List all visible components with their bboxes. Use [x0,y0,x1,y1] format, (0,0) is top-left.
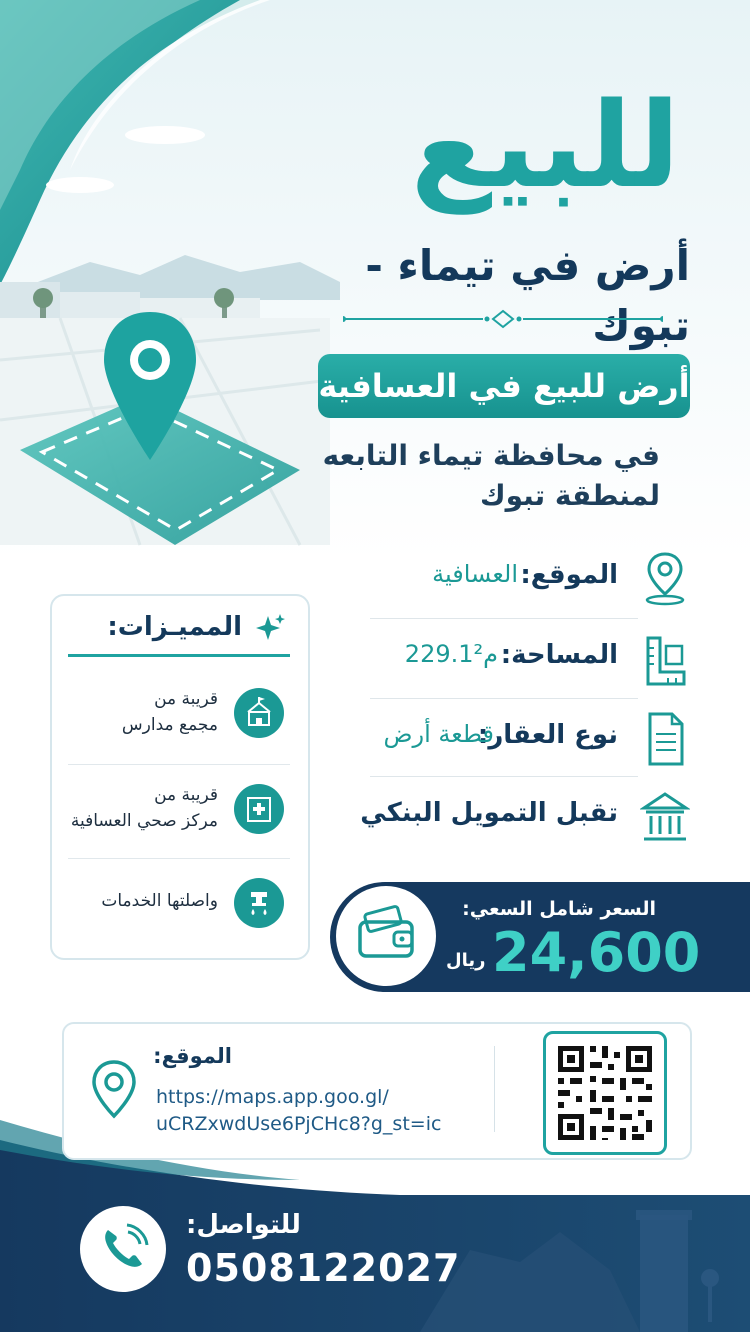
ruler-icon [640,628,690,688]
location-box-divider [494,1046,495,1132]
feature-badge [234,878,284,928]
features-box [50,594,310,960]
detail-location [370,538,690,618]
sparkle-icon [254,612,286,644]
detail-financing [360,776,690,856]
detail-label: تقبل التمويل البنكي [360,798,618,828]
feature-text [58,686,218,738]
ornament-divider [343,309,663,329]
detail-label: نوع العقار: [477,720,618,750]
subtitle: أرض في تيماء - تبوك [365,241,690,350]
qr-code-icon [546,1034,664,1152]
price-currency: ريال [446,950,486,971]
feature-item [52,668,308,758]
school-icon [234,688,284,738]
location-url[interactable] [156,1084,486,1138]
price-label: السعر شامل السعي: [462,898,656,920]
headline: للبيع [410,76,680,214]
contact-label: للتواصل: [186,1210,301,1240]
features-underline [68,654,290,657]
features-title: المميـزات: [107,612,242,642]
location-url-line-1[interactable]: https://maps.app.goo.gl/ [156,1086,389,1108]
map-pin-icon [88,1058,140,1124]
feature-line: مجمع مدارس [121,715,218,735]
price-value: 24,600 [492,921,701,984]
feature-item [52,764,308,854]
feature-line: مركز صحي العسافية [70,811,218,831]
feature-item [52,858,308,948]
region-text [300,436,660,516]
feature-text [58,888,218,914]
water-tap-icon [234,878,284,928]
region-line-1: في محافظة تيماء التابعه [322,439,660,472]
feature-line: قريبة من [154,689,218,709]
wallet-icon [336,886,436,986]
phone-icon [80,1206,166,1292]
detail-value: قطعة أرض [383,720,494,748]
feature-badge [234,688,284,738]
detail-value: 229.1م² [404,640,498,668]
bank-icon [640,786,690,846]
feature-line: قريبة من [154,785,218,805]
detail-value: العسافية [432,560,518,588]
phone-badge[interactable] [80,1206,166,1292]
wallet-badge [336,886,436,986]
location-url-line-2[interactable]: uCRZxwdUse6PjCHc8?g_st=ic [156,1113,442,1135]
phone-number[interactable]: 0508122027 [186,1246,461,1290]
location-link-label: الموقع: [153,1044,232,1068]
detail-label: الموقع: [520,560,618,590]
location-pin-icon [640,548,690,608]
feature-badge [234,784,284,834]
document-icon [640,708,690,768]
hospital-icon [234,784,284,834]
detail-label: المساحة: [500,640,618,670]
region-line-2: لمنطقة تبوك [479,479,660,512]
qr-code[interactable] [543,1031,667,1155]
detail-property-type [370,698,690,778]
feature-line: واصلتها الخدمات [101,891,218,911]
feature-text [58,782,218,834]
title-pill: أرض للبيع في العسافية [318,354,690,418]
detail-area [370,618,690,698]
